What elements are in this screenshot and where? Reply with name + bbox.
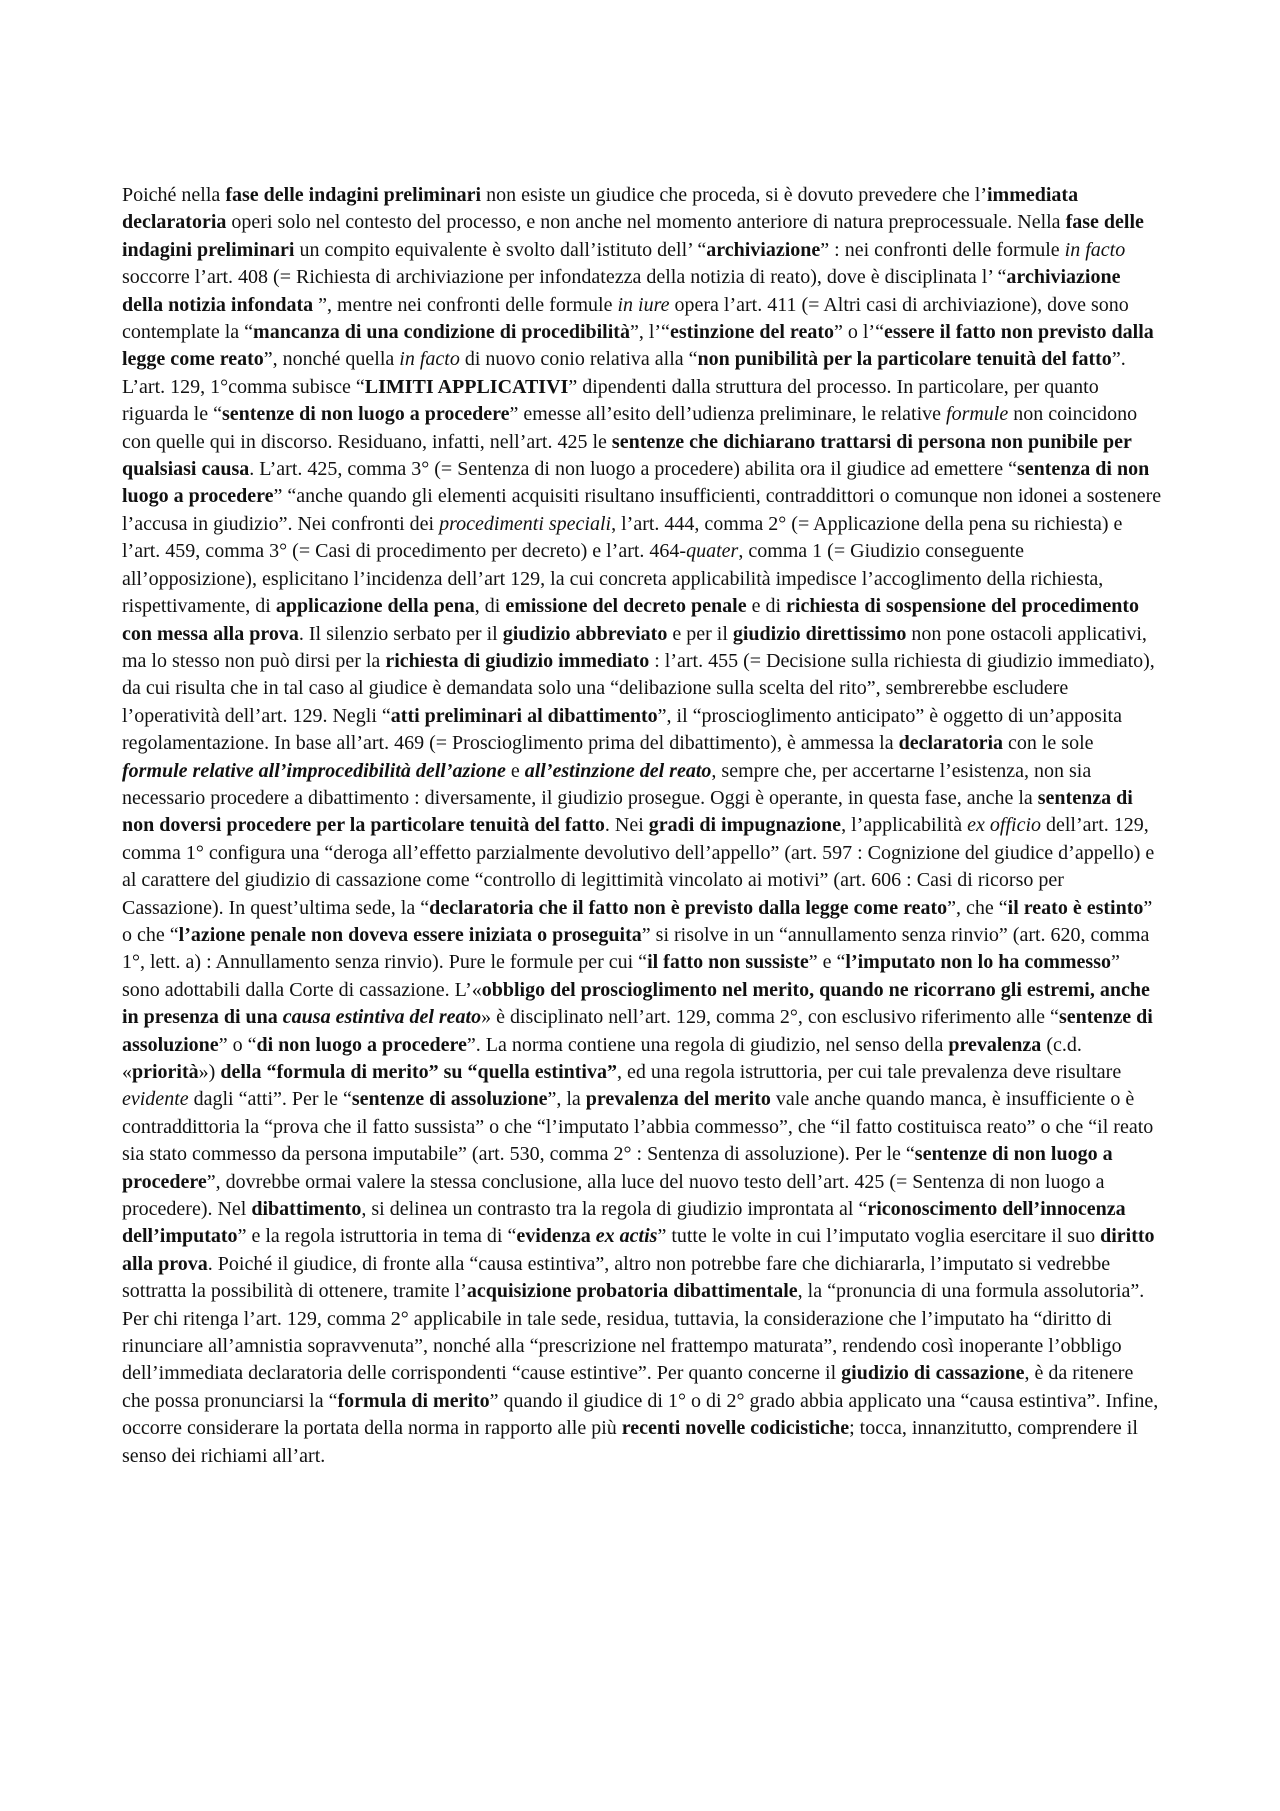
text-run: atti preliminari al dibattimento xyxy=(390,704,658,727)
text-run: » è disciplinato nell’art. 129, comma 2°, con esclusivo riferimento alle “ xyxy=(481,1006,1059,1029)
text-run: ”. La norma contiene una regola di giudizio, nel senso della xyxy=(466,1033,949,1056)
text-run: obbligo del proscioglimento nel merito, quando ne ricorrano gli estremi, anche in presenza di una xyxy=(122,978,1150,1029)
text-run: ” emesse all’esito dell’udienza preliminare, le relative xyxy=(509,403,947,426)
text-run: causa estintiva del reato xyxy=(282,1006,482,1029)
text-run: , comma 1 (= Giudizio conseguente all’opposizione), esplicitano l’incidenza dell’art 129, la cui concreta applicabilità impedisce l’accoglimento della richiesta, rispettivamente, di xyxy=(122,540,1104,618)
text-run: ” quando il giudice di 1° o di 2° grado abbia applicato una “causa estintiva”. Infine, occorre considerare la portata della norma in rapporto alle più xyxy=(122,1389,1159,1440)
text-run: , l’art. 444, comma 2° (= Applicazione della pena su richiesta) e l’art. 459, comma 3° (= Casi di procedimento per decreto) e l’art. 464- xyxy=(122,512,1123,563)
text-run: priorità xyxy=(132,1061,199,1083)
text-run: diritto alla prova xyxy=(122,1225,1155,1275)
text-run: ” dipendenti dalla struttura del processo. In particolare, per quanto riguarda le “ xyxy=(122,375,1099,426)
text-run: giudizio abbreviato xyxy=(502,622,668,645)
text-run: il reato è estinto xyxy=(1007,896,1144,919)
text-run: di non luogo a procedere xyxy=(256,1033,467,1056)
text-run: formula di merito xyxy=(337,1389,490,1412)
text-run: fase delle indagini preliminari xyxy=(225,184,482,206)
text-run: ” tutte le volte in cui l’imputato voglia esercitare il suo xyxy=(657,1225,1101,1248)
text-run: operi solo nel contesto del processo, e non anche nel momento anteriore di natura preprocessuale. Nella xyxy=(226,211,1066,234)
text-run: richiesta di giudizio immediato xyxy=(385,649,650,672)
text-run: ”, che “ xyxy=(947,896,1008,919)
text-run: non pone ostacoli applicativi, ma lo stesso non può dirsi per la xyxy=(122,622,1147,672)
text-run: sentenze di non luogo a procedere xyxy=(221,403,510,426)
text-run: essere il fatto non previsto dalla legge come reato xyxy=(122,321,1154,371)
text-run: ”, il “proscioglimento anticipato” è oggetto di un’apposita regolamentazione. In base all’art. 469 (= Proscioglimento prima del dibattimento), è ammessa la xyxy=(122,704,1122,755)
text-run: , è da ritenere che possa pronunciarsi la “ xyxy=(122,1362,1134,1412)
text-run: recenti novelle codicistiche xyxy=(621,1417,850,1440)
text-run: Poiché nella xyxy=(122,184,226,206)
text-run: il fatto non sussiste xyxy=(647,951,809,974)
text-run: evidente xyxy=(122,1088,189,1111)
text-run: , ed una regola istruttoria, per cui tale prevalenza deve risultare xyxy=(617,1061,1122,1083)
text-run: ”, l’“ xyxy=(629,321,670,344)
text-run: riconoscimento dell’innocenza dell’imputato xyxy=(122,1198,1126,1248)
text-run: ” o che “ xyxy=(122,896,1153,946)
text-run: sentenze di assoluzione xyxy=(351,1088,548,1111)
text-run: giudizio direttissimo xyxy=(732,622,907,645)
text-run: ”, nonché quella xyxy=(263,348,400,371)
text-run: procedimenti speciali xyxy=(439,512,612,535)
text-run: ” : nei confronti delle formule xyxy=(820,238,1065,261)
text-run: sentenze che dichiarano trattarsi di persona non punibile per qualsiasi causa xyxy=(122,430,1132,481)
text-run: dibattimento xyxy=(251,1198,362,1221)
text-run: richiesta di sospensione del procedimento con messa alla prova xyxy=(122,595,1139,645)
text-run: archiviazione xyxy=(706,238,821,261)
text-run: ” sono adottabili dalla Corte di cassazione. L’« xyxy=(122,951,1120,1001)
text-run: . Nei xyxy=(604,814,649,837)
text-run: soccorre l’art. 408 (= Richiesta di archiviazione per infondatezza della notizia di reato), dove è disciplinata l’ “ xyxy=(122,266,1007,289)
text-run: formule xyxy=(946,403,1009,426)
text-run: e di xyxy=(746,595,787,618)
text-run: evidenza xyxy=(516,1225,596,1248)
text-run: ” e “ xyxy=(808,951,846,974)
text-run: ex actis xyxy=(595,1225,658,1248)
text-run: LIMITI APPLICATIVI xyxy=(364,375,569,398)
text-run: opera l’art. 411 (= Altri casi di archiviazione), dove sono contemplate la “ xyxy=(122,293,1129,344)
text-run: in iure xyxy=(617,293,670,316)
text-run: ” o “ xyxy=(218,1033,257,1056)
text-run: immediata declaratoria xyxy=(122,184,1079,234)
text-run: ”, la xyxy=(547,1088,586,1111)
text-run: della “formula di merito” su “quella estintiva” xyxy=(220,1061,617,1083)
text-run: , di xyxy=(474,595,506,618)
text-run: ” o l’“ xyxy=(833,321,884,344)
text-run: sentenza di non luogo a procedere xyxy=(122,458,1150,508)
text-run: ”, mentre nei confronti delle formule xyxy=(313,293,618,316)
text-run: l’imputato non lo ha commesso xyxy=(845,951,1111,974)
text-run: e xyxy=(505,759,525,782)
text-run: declaratoria che il fatto non è previsto dalla legge come reato xyxy=(429,896,948,919)
text-run: vale anche quando manca, è insufficiente o è contraddittoria la “prova che il fatto sussista” o che “l’imputato l’abbia commesso”, che “il fatto costituisca reato” o che “il reato sia stato commesso da persona imputabile” (art. 530, comma 2° : Sentenza di assoluzione). Per le “ xyxy=(122,1088,1154,1166)
text-run: sentenze di non luogo a procedere xyxy=(122,1143,1113,1193)
text-run: applicazione della pena xyxy=(275,595,475,618)
text-run: emissione del decreto penale xyxy=(505,595,747,618)
text-run: , si delinea un contrasto tra la regola di giudizio improntata al “ xyxy=(361,1198,868,1221)
text-run: archiviazione della notizia infondata xyxy=(122,266,1121,316)
text-run: non punibilità per la particolare tenuità del fatto xyxy=(697,348,1112,371)
text-run: ”. L’art. 129, 1°comma subisce “ xyxy=(122,348,1126,398)
text-run: ” si risolve in un “annullamento senza rinvio” (art. 620, comma 1°, lett. a) : Annullamento senza rinvio). Pure le formule per cui “ xyxy=(122,923,1150,974)
text-run: formule relative all’improcedibilità dell’azione xyxy=(122,759,506,782)
text-run: prevalenza del merito xyxy=(585,1088,771,1111)
text-run: non coincidono con quelle qui in discorso. Residuano, infatti, nell’art. 425 le xyxy=(122,403,1138,453)
text-run: (c.d. « xyxy=(122,1033,1082,1083)
text-run: estinzione del reato xyxy=(669,321,834,344)
text-run: quater xyxy=(686,540,739,563)
text-run: un compito equivalente è svolto dall’istituto dell’ “ xyxy=(294,238,707,261)
text-run: l’azione penale non doveva essere iniziata o proseguita xyxy=(178,923,642,946)
text-run: declaratoria xyxy=(898,732,1003,755)
text-run: in facto xyxy=(399,348,460,371)
text-run: di nuovo conio relativa alla “ xyxy=(459,348,698,371)
text-run: ») xyxy=(198,1061,221,1083)
document-page xyxy=(122,182,1162,1470)
body-paragraph xyxy=(122,182,1162,1470)
text-run: , sempre che, per accertarne l’esistenza, non sia necessario procedere a dibattimento : diversamente, il giudizio prosegue. Oggi è operante, in questa fase, anche la xyxy=(122,759,1092,809)
text-run: . Poiché il giudice, di fronte alla “causa estintiva”, altro non potrebbe fare che dichiararla, l’imputato si vedrebbe sottratta la possibilità di ottenere, tramite l’ xyxy=(122,1252,1111,1303)
text-run: ” “anche quando gli elementi acquisiti risultano insufficienti, contraddittori o comunque non idonei a sostenere l’accusa in giudizio”. Nei confronti dei xyxy=(122,485,1162,535)
text-run: dell’art. 129, comma 1° configura una “deroga all’effetto parzialmente devolutivo dell’appello” (art. 597 : Cognizione del giudice d’appello) e al carattere del giudizio di cassazione come “controllo di legittimità vincolato ai motivi” (art. 606 : Casi di ricorso per Cassazione). In quest’ultima sede, la “ xyxy=(122,814,1155,919)
text-run: ”, dovrebbe ormai valere la stessa conclusione, alla luce del nuovo testo dell’art. 425 (= Sentenza di non luogo a procedere). Nel xyxy=(122,1170,1105,1221)
text-run: giudizio di cassazione xyxy=(841,1362,1025,1385)
text-run: . Il silenzio serbato per il xyxy=(298,622,503,645)
text-run: prevalenza xyxy=(948,1033,1042,1056)
text-run: non esiste un giudice che proceda, si è dovuto prevedere che l’ xyxy=(481,184,987,206)
text-run: . L’art. 425, comma 3° (= Sentenza di non luogo a procedere) abilita ora il giudice ad emettere “ xyxy=(249,458,1017,481)
text-run: fase delle indagini preliminari xyxy=(122,211,1144,261)
text-run: all’estinzione del reato xyxy=(524,759,712,782)
text-run: in facto xyxy=(1064,238,1126,261)
text-run: mancanza di una condizione di procedibilità xyxy=(253,321,630,344)
text-run: , l’applicabilità xyxy=(841,814,968,837)
text-run: e per il xyxy=(667,622,733,645)
text-run: : l’art. 455 (= Decisione sulla richiesta di giudizio immediato), da cui risulta che in tal caso al giudice è demandata solo una “delibazione sulla scelta del rito”, sembrerebbe escludere l’operatività dell’art. 129. Negli “ xyxy=(122,649,1155,727)
text-run: con le sole xyxy=(1003,732,1094,755)
text-run: , la “pronuncia di una formula assolutoria”. Per chi ritenga l’art. 129, comma 2° applicabile in tale sede, residua, tuttavia, la considerazione che l’imputato ha “diritto di rinunciare all’amnistia sopravvenuta”, nonché alla “prescrizione nel frattempo maturata”, rendendo così inoperante l’obbligo dell’immediata declaratoria delle corrispondenti “cause estintive”. Per quanto concerne il xyxy=(122,1280,1145,1385)
text-run: acquisizione probatoria dibattimentale xyxy=(466,1280,798,1303)
text-run: ; tocca, innanzitutto, comprendere il senso dei richiami all’art. xyxy=(122,1417,1138,1467)
text-run: gradi di impugnazione xyxy=(648,814,842,837)
text-run: sentenze di assoluzione xyxy=(122,1006,1153,1056)
text-run: ex officio xyxy=(967,814,1041,837)
text-run: dagli “atti”. Per le “ xyxy=(188,1088,352,1111)
text-run: sentenza di non doversi procedere per la particolare tenuità del fatto xyxy=(122,786,1133,837)
text-run: ” e la regola istruttoria in tema di “ xyxy=(237,1225,517,1248)
